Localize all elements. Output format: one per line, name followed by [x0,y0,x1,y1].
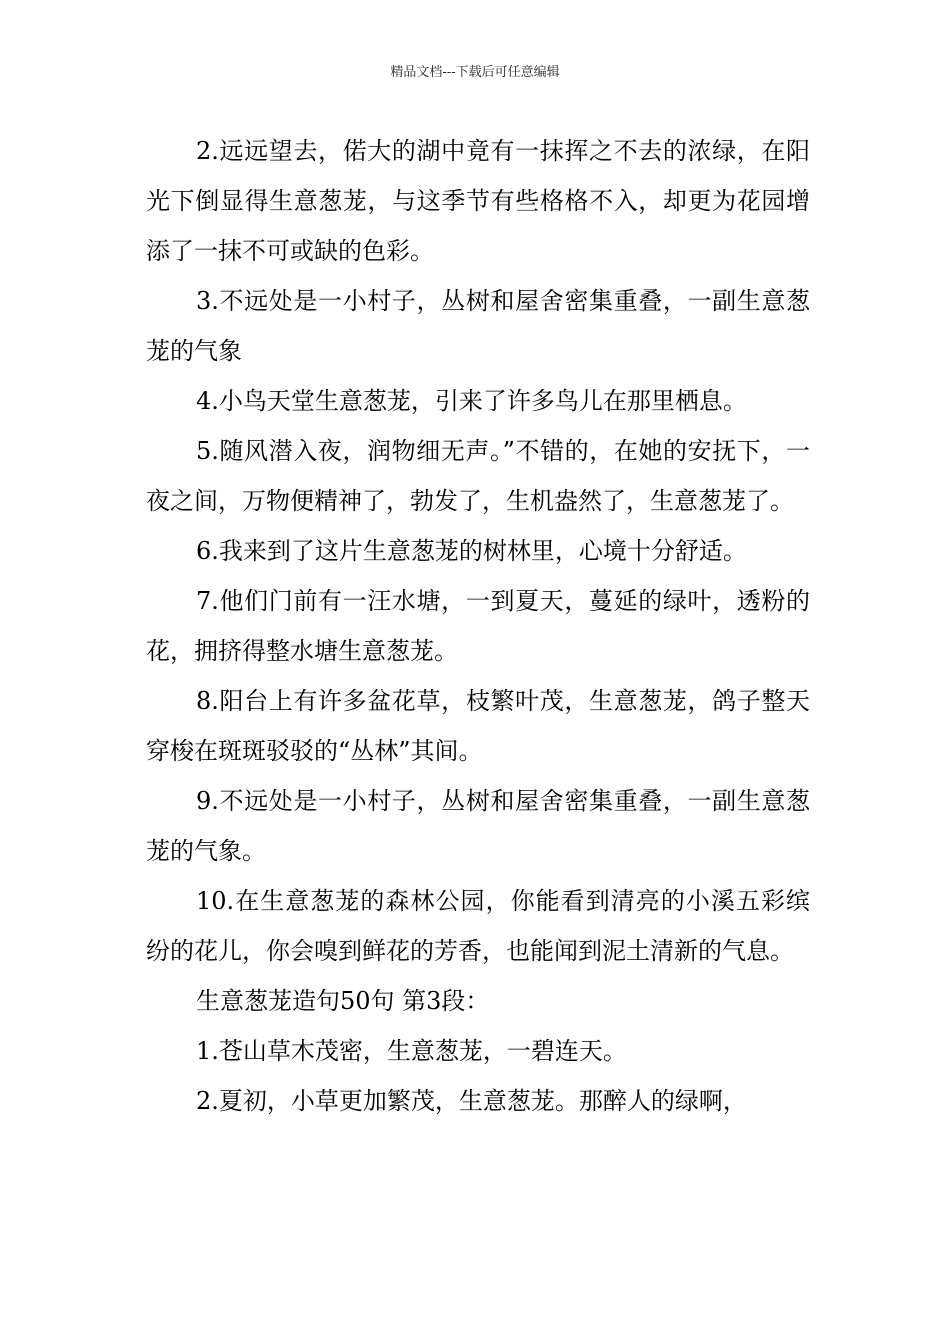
paragraph: 1.苍山草木茂密，生意葱茏，一碧连天。 [196,1037,627,1065]
document-body [146,126,810,1126]
section-heading: 生意葱茏造句50句 第3段： [196,987,490,1015]
paragraph: 5.随风潜入夜，润物细无声。”不错的，在她的安抚下，一夜之间，万物便精神了，勃发了，生机盎然了，生意葱茏了。 [146,437,810,515]
paragraph: 6.我来到了这片生意葱茏的树林里，心境十分舒适。 [196,537,747,565]
paragraph: 4.小鸟天堂生意葱茏，引来了许多鸟儿在那里栖息。 [196,387,747,415]
paragraph: 2.夏初，小草更加繁茂，生意葱茏。那醉人的绿啊， [196,1087,747,1115]
page-header: 精品文档---下载后可任意编辑 [390,65,560,80]
paragraph: 3.不远处是一小村子，丛树和屋舍密集重叠，一副生意葱茏的气象 [146,287,810,365]
paragraph: 7.他们门前有一汪水塘，一到夏天，蔓延的绿叶，透粉的花，拥挤得整水塘生意葱茏。 [146,587,810,665]
paragraph: 10.在生意葱茏的森林公园，你能看到清亮的小溪五彩缤纷的花儿，你会嗅到鲜花的芳香，也能闻到泥土清新的气息。 [146,887,810,965]
paragraph: 2.远远望去，偌大的湖中竟有一抹挥之不去的浓绿，在阳光下倒显得生意葱茏，与这季节有些格格不入，却更为花园增添了一抹不可或缺的色彩。 [146,137,810,265]
paragraph: 8.阳台上有许多盆花草，枝繁叶茂，生意葱茏，鸽子整天穿梭在斑斑驳驳的“丛林”其间。 [146,687,810,765]
paragraph: 9.不远处是一小村子，丛树和屋舍密集重叠，一副生意葱茏的气象。 [146,787,810,865]
